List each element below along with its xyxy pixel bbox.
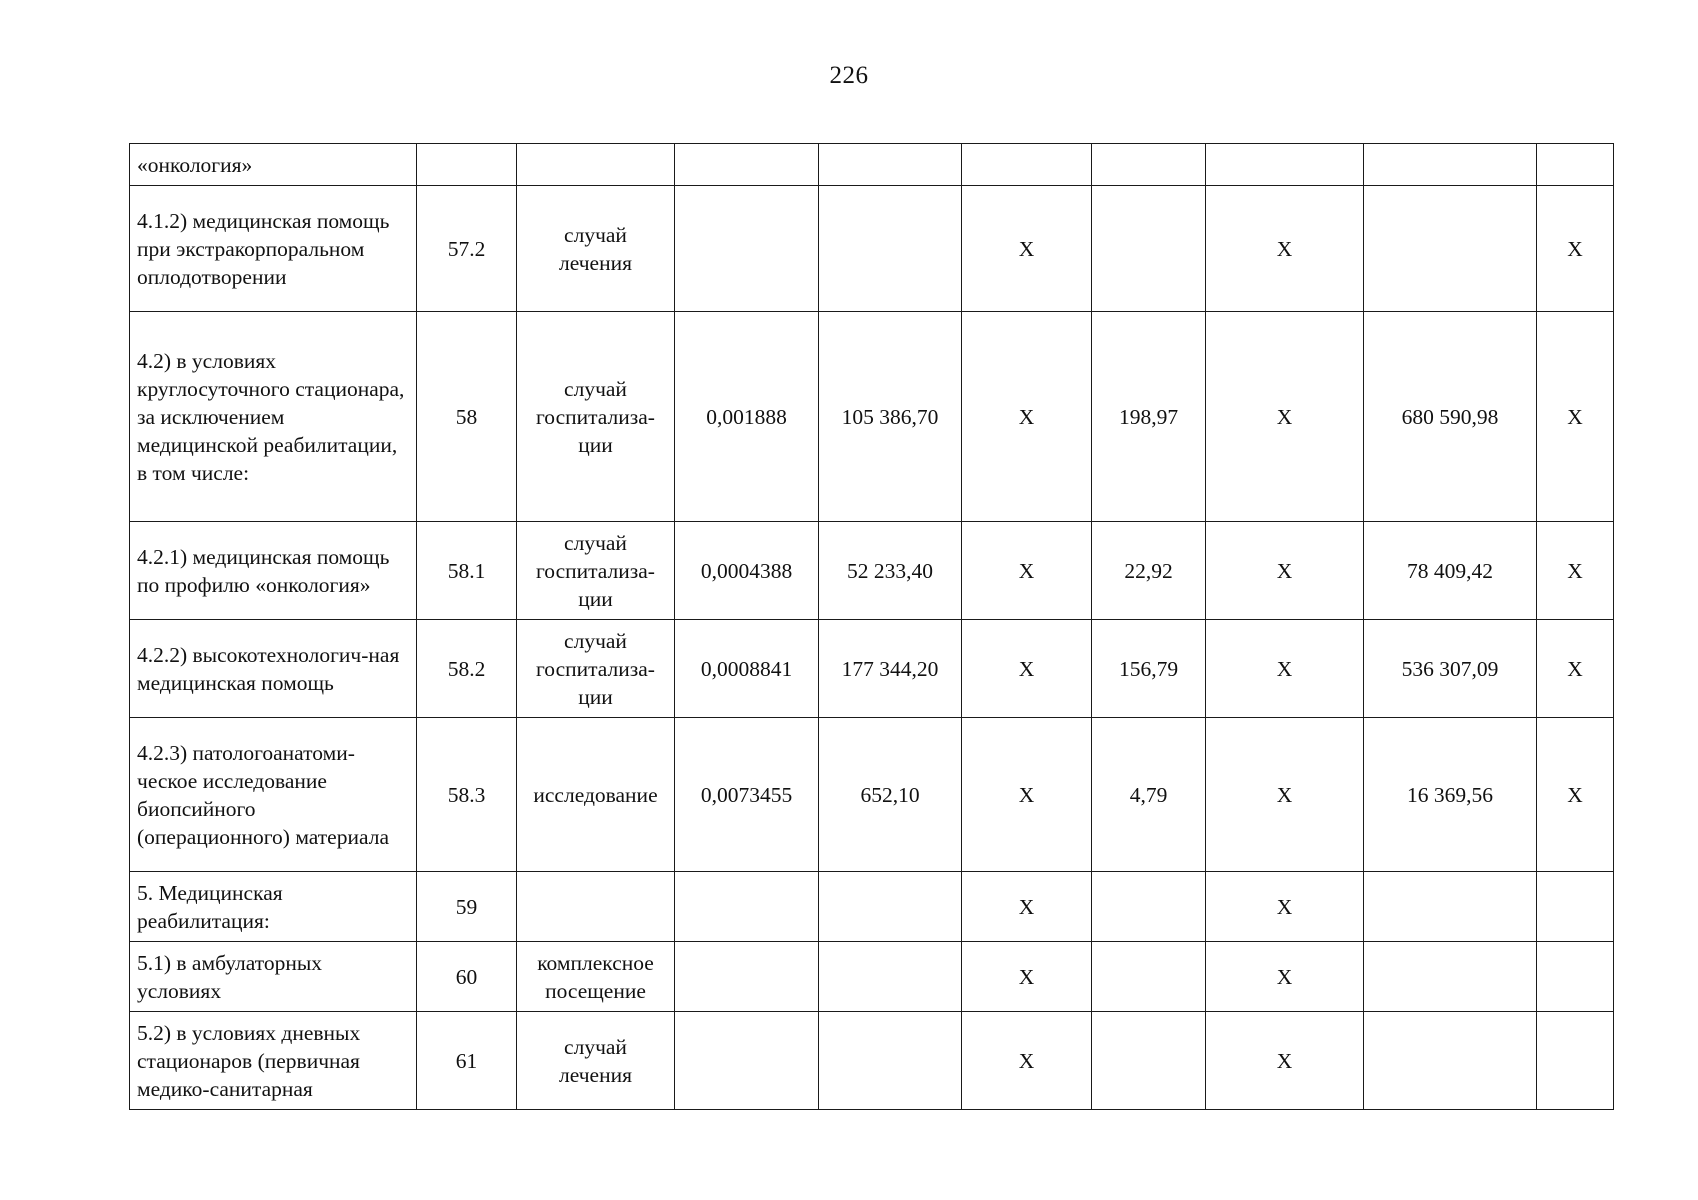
unit-line: случай <box>564 530 627 555</box>
volume-cell: 0,0073455 <box>675 718 819 872</box>
unit-line: ции <box>578 432 613 457</box>
unit-line: случай <box>564 222 627 247</box>
unit-line: случай <box>564 628 627 653</box>
unit-cell <box>517 186 675 312</box>
table-row <box>130 620 1614 718</box>
per-capita-cell <box>1092 872 1206 942</box>
unit-line: случай <box>564 1034 627 1059</box>
row-name-cell: «онкология» <box>130 144 417 186</box>
cost-per-unit-cell <box>819 186 962 312</box>
total-cost-cell <box>1364 144 1537 186</box>
x-cell-2: X <box>1206 942 1364 1012</box>
total-cost-cell <box>1364 872 1537 942</box>
total-cost-cell: 16 369,56 <box>1364 718 1537 872</box>
table-row <box>130 872 1614 942</box>
x-cell-3: X <box>1537 620 1614 718</box>
unit-cell <box>517 718 675 872</box>
x-cell-1: X <box>962 186 1092 312</box>
volume-cell <box>675 144 819 186</box>
total-cost-cell <box>1364 942 1537 1012</box>
row-name-cell: 5.2) в условиях дневных стационаров (первичная медико-санитарная <box>130 1012 417 1110</box>
row-name-cell: 4.2.3) патологоанатоми-ческое исследование биопсийного (операционного) материала <box>130 718 417 872</box>
unit-line: госпитализа- <box>536 656 655 681</box>
cost-per-unit-cell: 105 386,70 <box>819 312 962 522</box>
table-row <box>130 942 1614 1012</box>
cost-per-unit-cell <box>819 872 962 942</box>
cost-per-unit-cell <box>819 942 962 1012</box>
row-code-cell: 59 <box>417 872 517 942</box>
total-cost-cell: 536 307,09 <box>1364 620 1537 718</box>
x-cell-2: X <box>1206 522 1364 620</box>
per-capita-cell <box>1092 1012 1206 1110</box>
x-cell-3 <box>1537 144 1614 186</box>
unit-cell <box>517 942 675 1012</box>
page-number: 226 <box>829 62 869 89</box>
x-cell-1: X <box>962 942 1092 1012</box>
x-cell-1: X <box>962 522 1092 620</box>
total-cost-cell <box>1364 1012 1537 1110</box>
unit-line: ции <box>578 684 613 709</box>
x-cell-2: X <box>1206 718 1364 872</box>
table-row <box>130 312 1614 522</box>
row-code-cell <box>417 144 517 186</box>
per-capita-cell <box>1092 186 1206 312</box>
per-capita-cell: 4,79 <box>1092 718 1206 872</box>
per-capita-cell: 156,79 <box>1092 620 1206 718</box>
cost-per-unit-cell <box>819 1012 962 1110</box>
volume-cell: 0,0004388 <box>675 522 819 620</box>
total-cost-cell: 78 409,42 <box>1364 522 1537 620</box>
x-cell-1: X <box>962 872 1092 942</box>
unit-cell <box>517 872 675 942</box>
row-code-cell: 58 <box>417 312 517 522</box>
x-cell-2: X <box>1206 186 1364 312</box>
x-cell-2: X <box>1206 872 1364 942</box>
row-name-cell: 4.2.2) высокотехнологич-ная медицинская помощь <box>130 620 417 718</box>
unit-line: госпитализа- <box>536 404 655 429</box>
row-code-cell: 58.2 <box>417 620 517 718</box>
unit-cell <box>517 312 675 522</box>
per-capita-cell <box>1092 144 1206 186</box>
unit-line: посещение <box>545 978 646 1003</box>
cost-per-unit-cell: 652,10 <box>819 718 962 872</box>
row-code-cell: 58.1 <box>417 522 517 620</box>
cost-per-unit-cell: 52 233,40 <box>819 522 962 620</box>
row-code-cell: 57.2 <box>417 186 517 312</box>
per-capita-cell: 22,92 <box>1092 522 1206 620</box>
row-code-cell: 58.3 <box>417 718 517 872</box>
per-capita-cell <box>1092 942 1206 1012</box>
x-cell-1: X <box>962 620 1092 718</box>
volume-cell <box>675 872 819 942</box>
row-name-cell: 4.2.1) медицинская помощь по профилю «онкология» <box>130 522 417 620</box>
x-cell-1: X <box>962 1012 1092 1110</box>
table-row <box>130 718 1614 872</box>
unit-cell <box>517 144 675 186</box>
total-cost-cell: 680 590,98 <box>1364 312 1537 522</box>
unit-cell <box>517 1012 675 1110</box>
volume-cell: 0,001888 <box>675 312 819 522</box>
unit-cell <box>517 620 675 718</box>
row-code-cell: 61 <box>417 1012 517 1110</box>
table-row <box>130 522 1614 620</box>
volume-cell <box>675 942 819 1012</box>
cost-per-unit-cell: 177 344,20 <box>819 620 962 718</box>
x-cell-2: X <box>1206 1012 1364 1110</box>
volume-cell: 0,0008841 <box>675 620 819 718</box>
x-cell-3 <box>1537 942 1614 1012</box>
unit-line: ции <box>578 586 613 611</box>
volume-cell <box>675 1012 819 1110</box>
unit-line: лечения <box>559 250 632 275</box>
row-name-cell: 4.2) в условиях круглосуточного стационара, за исключением медицинской реабилитации, в том числе: <box>130 312 417 522</box>
x-cell-2: X <box>1206 620 1364 718</box>
unit-line: госпитализа- <box>536 558 655 583</box>
financing-table <box>129 143 1614 1110</box>
x-cell-3 <box>1537 1012 1614 1110</box>
x-cell-3 <box>1537 872 1614 942</box>
volume-cell <box>675 186 819 312</box>
x-cell-3: X <box>1537 718 1614 872</box>
x-cell-3: X <box>1537 312 1614 522</box>
unit-line: лечения <box>559 1062 632 1087</box>
x-cell-2: X <box>1206 312 1364 522</box>
unit-line: исследование <box>533 782 658 807</box>
table-row <box>130 1012 1614 1110</box>
row-name-cell: 4.1.2) медицинская помощь при экстракорпоральном оплодотворении <box>130 186 417 312</box>
unit-line: комплексное <box>537 950 654 975</box>
unit-cell <box>517 522 675 620</box>
unit-line: случай <box>564 376 627 401</box>
table-row <box>130 144 1614 186</box>
x-cell-1: X <box>962 312 1092 522</box>
row-name-cell: 5.1) в амбулаторных условиях <box>130 942 417 1012</box>
x-cell-2 <box>1206 144 1364 186</box>
per-capita-cell: 198,97 <box>1092 312 1206 522</box>
x-cell-1 <box>962 144 1092 186</box>
x-cell-3: X <box>1537 186 1614 312</box>
table-body <box>130 144 1614 1110</box>
table-row <box>130 186 1614 312</box>
cost-per-unit-cell <box>819 144 962 186</box>
total-cost-cell <box>1364 186 1537 312</box>
x-cell-1: X <box>962 718 1092 872</box>
x-cell-3: X <box>1537 522 1614 620</box>
row-name-cell: 5. Медицинская реабилитация: <box>130 872 417 942</box>
row-code-cell: 60 <box>417 942 517 1012</box>
